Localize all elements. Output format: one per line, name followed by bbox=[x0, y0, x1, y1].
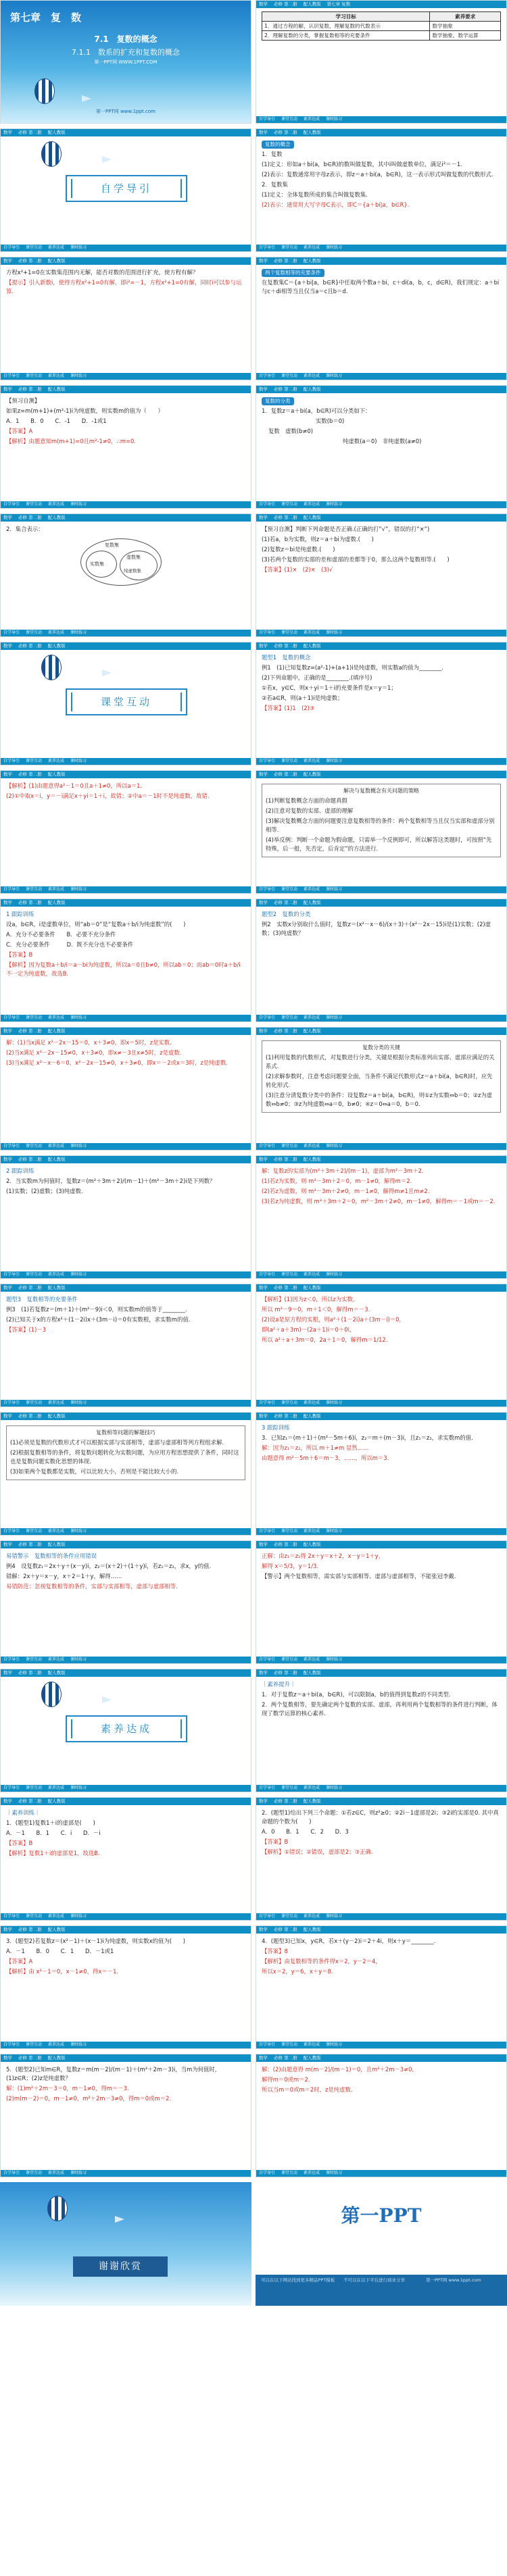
goal-cell: 1．通过方程的解，认识复数，理解复数的代数表示 bbox=[262, 22, 430, 31]
text-line: (2)注意对复数的实部、虚部的理解 bbox=[266, 807, 354, 814]
text-line: 【答案】8 bbox=[262, 1948, 288, 1954]
ad-col: 可以在以下网站找到更多精品PPT模板 bbox=[261, 2277, 335, 2283]
paper-plane-icon bbox=[115, 2216, 124, 2223]
text-line: 解：(1)m²＋2m－3＝0，m－1≠0，得m＝－3. bbox=[6, 2085, 129, 2092]
training-title: 1 跟踪训练 bbox=[6, 911, 34, 917]
ad-strip bbox=[256, 2275, 507, 2306]
text-line: 【解析】由 x²－1＝0，x－1≠0，得x＝－1. bbox=[6, 1968, 119, 1975]
literacy-title: ｜素养训练｜ bbox=[6, 1809, 41, 1816]
text-line: 2．两个复数相等，要先确定两个复数的实部、虚部，再利用两个复数相等的条件进行判断，体现了数学运算的核心素养. bbox=[262, 1701, 498, 1717]
goal-header: 学习目标 bbox=[262, 12, 430, 22]
text-line: 【答案】B bbox=[6, 1840, 33, 1846]
row-13 bbox=[0, 1540, 507, 1664]
text-line: 设a，b∈R，i是虚数单位，则“ab＝0”是“复数a＋b/i为纯虚数”的( ) bbox=[6, 921, 186, 928]
slide-correct: 数学 必修 第二册 配人教版 正解：由z₁＝z₂得 2x＋y＝x＋2，x－y＝1＋y， 解得 x＝5/3，y＝1/3. 【警示】两个复数相等，需实部与实部相等、虚部与虚部相等，不能张冠李戴. 自学导引 课堂互动 素养达成 课时练习 bbox=[256, 1540, 507, 1664]
text-line: ①若x，y∈C，则x＋yi＝1＋i的充要条件是x＝y＝1； bbox=[262, 684, 397, 691]
slide-exercise3: 数学 必修 第二册 配人教版 3．(题型2)若复数z＝(x²－1)＋(x－1)i为纯虚数，则实数x的值为( ) A．－1 B．0 C．1 D．－1或1 【答案】A 【解析】由 x²－1＝0，x－1≠0，得x＝－1. 自学导引 课堂互动 素养达成 课时练习 bbox=[0, 1925, 251, 2049]
text-line: (3)若z为纯虚数，则 m²＋3m＋2＝0，m²－3m＋2≠0，m－1≠0，解得m＝－1或m＝－2. bbox=[262, 1198, 496, 1205]
text-line: 由题意得 m²－5m＋6＝m－3，……，所以m＝3. bbox=[262, 1455, 389, 1461]
slide-exercise4: 数学 必修 第二册 配人教版 4．(题型3)已知x，y∈R，若x＋(y－2)i＝2＋4i，则x＋y＝________. 【答案】8 【解析】由复数相等的条件得x＝2，y－2＝4， 所以x＝2，y＝6，x＋y＝8. 自学导引 课堂互动 素养达成 课时练习 bbox=[256, 1925, 507, 2049]
row-9 bbox=[0, 1027, 507, 1151]
text-line: A．充分不必要条件 B．必要不充分条件 bbox=[6, 931, 116, 938]
knowledge-tag: 两个复数相等的充要条件 bbox=[262, 269, 324, 277]
text-line: 5．(题型2)已知m∈R，复数z＝m(m－2)/(m－1)＋(m²＋2m－3)i，当m为何值时，(1)z∈R；(2)z是纯虚数？ bbox=[6, 2066, 221, 2081]
text-line: 实数(b＝0) bbox=[316, 418, 345, 424]
slide-exercise1: 数学 必修 第二册 配人教版 ｜素养训练｜ 1．(题型1)复数1＋i的虚部是( ) A．－1 B．1 C．i D．－i 【答案】B 【解析】复数1＋i的虚部是1，故选B. 自学导引 课堂互动 素养达成 课时练习 bbox=[0, 1797, 251, 1921]
slide-warning: 数学 必修 第二册 配人教版 易错警示 复数相等的条件应用错误 例4 设复数z₁＝2x＋y＋(x－y)i，z₂＝(x＋2)＋(1＋y)i，若z₁＝z₂，求x，y的值. 错解：2x＋y＝x－y，x＋2＝1＋y，解得…… 易错防范：忽视复数相等的条件，实部与实部相等，虚部与虚部相等. 自学导引 课堂互动 素养达成 课时练习 bbox=[0, 1540, 251, 1664]
slide-training2: 数学 必修 第二册 配人教版 2 跟踪训练 2．当实数m为何值时，复数z＝(m²＋3m＋2)/(m－1)＋(m²－3m＋2)i是下列数？ (1)实数；(2)虚数；(3)纯虚数. 自学导引 课堂互动 素养达成 课时练习 bbox=[0, 1155, 251, 1279]
text-line: 3．(题型2)若复数z＝(x²－1)＋(x－1)i为纯虚数，则实数x的值为( ) bbox=[6, 1938, 186, 1944]
brand-text: 第一PPT网 www.1ppt.com bbox=[96, 109, 155, 114]
slide-analysis3: 数学 必修 第二册 配人教版 【解析】(1)因为z＜0，所以z为实数， 所以 m²－9＝0，m＋1＜0，解得m＝－3. (2)设a是原方程的实根，则a²＋(1－2i)a＋(3m－i)＝0， 即(a²＋a＋3m)－(2a＋1)i＝0＋0i， 所以 a²＋a＋3m＝0，2a＋1＝0，解得m＝1/12. 自学导引 课堂互动 素养达成 课时练习 bbox=[256, 1284, 507, 1407]
slide-exercise5b: 数学 必修 第二册 配人教版 解：(2)由题意得 m(m－2)/(m－1)＝0，且m²＋2m－3≠0， 解得m＝0或m＝2. 所以当m＝0或m＝2时，z是纯虚数. 自学导引 课堂互动 素养达成 课时练习 bbox=[256, 2054, 507, 2177]
text-line: (3)若两个复数的实部的差和虚部的差都等于0，那么这两个复数相等.( ) bbox=[262, 556, 450, 563]
text-line: (2)若z为虚数，则 m²－3m＋2≠0，m－1≠0，解得m≠1且m≠2. bbox=[262, 1188, 430, 1194]
row-16 bbox=[0, 1925, 507, 2049]
paper-plane-icon bbox=[102, 670, 112, 676]
text-line: 纯虚数(a＝0) 非纯虚数(a≠0) bbox=[343, 438, 422, 445]
thanks-text: 谢谢欣赏 bbox=[73, 2256, 168, 2277]
text-line: 方程x²+1=0在实数集范围内无解，能否对数的范围进行扩充，使方程有解？ bbox=[6, 269, 199, 276]
slide-key2: 数学 必修 第二册 配人教版 复数分类的关键 (1)利用复数的代数形式，对复数进行分类，关键是根据分类标准列出实部、虚部应满足的关系式. (2)求解参数时，注意考虑问题要全面，当条件不满足代数形式z＝a＋bi(a，b∈R)时，应先转化形式. (3)注意分清复数分类中的条件：设复数z＝a＋bi(a，b∈R)，则①z为实数⇔b＝0；②z为虚数⇔b≠0；③z为纯虚数⇔a＝0，b≠0；④z＝0⇔a＝0，b＝0. 自学导引 课堂互动 素养达成 课时练习 bbox=[256, 1027, 507, 1151]
text-line: 2．当实数m为何值时，复数z＝(m²＋3m＋2)/(m－1)＋(m²－3m＋2)i是下列数？ bbox=[6, 1178, 216, 1184]
text-line: (2)①中取x＝i，y＝－i满足x＋yi＝1＋i，故错；②中a＝－1时不是纯虚数，故错. bbox=[6, 792, 210, 799]
text-line: 【答案】B bbox=[262, 1838, 289, 1845]
text-line: A．－1 B．1 C．i D．－i bbox=[6, 1829, 101, 1836]
text-line: 【答案】A bbox=[6, 1958, 33, 1965]
slide-literacy-up: 数学 必修 第二册 配人教版 ｜素养提升｜ 1．对于复数z＝a＋bi(a，b∈R)，可以限制a，b的值得到复数z的不同类型. 2．两个复数相等，要先确定两个复数的实部、虚部，再利用两个复数相等的条件进行判断，体现了数学运算的核心素养. 自学导引 课堂互动 素养达成 课时练习 bbox=[256, 1669, 507, 1792]
set-label: 纯虚数集 bbox=[124, 568, 141, 574]
text-line: 在复数集C＝{a＋bi|a，b∈R}中任取两个数a＋bi，c＋di(a，b，c，d∈R)，我们规定：a＋bi与c＋di相等当且仅当a＝c且b＝d. bbox=[262, 279, 500, 295]
row-5 bbox=[0, 513, 507, 637]
text-line: (2)求解参数时，注意考虑问题要全面，当条件不满足代数形式z＝a＋bi(a，b∈R)时，应先转化形式. bbox=[266, 1073, 493, 1088]
text-line: 【解析】由题意知m(m+1)=0且m²-1≠0，∴m=0. bbox=[6, 438, 136, 445]
text-line: 1．对于复数z＝a＋bi(a，b∈R)，可以限制a，b的值得到复数z的不同类型. bbox=[262, 1691, 451, 1698]
row-10 bbox=[0, 1155, 507, 1279]
text-line: (3)如果两个复数都是实数，可以比较大小，否则是不能比较大小的. bbox=[10, 1468, 179, 1475]
slide-exercise5: 数学 必修 第二册 配人教版 5．(题型2)已知m∈R，复数z＝m(m－2)/(m－1)＋(m²＋2m－3)i，当m为何值时，(1)z∈R；(2)z是纯虚数？ 解：(1)m²＋2m－3＝0，m－1≠0，得m＝－3. (2)m(m－2)＝0，m－1≠0，m²＋2m－3≠0，得m＝0或m＝2. 自学导引 课堂互动 素养达成 课时练习 bbox=[0, 2054, 251, 2177]
text-line: 2．复数集 bbox=[262, 181, 288, 188]
training-title: 2 跟踪训练 bbox=[6, 1167, 34, 1174]
text-line: 例4 设复数z₁＝2x＋y＋(x－y)i，z₂＝(x＋2)＋(1＋y)i，若z₁＝z₂，求x，y的值. bbox=[6, 1563, 212, 1569]
warning-title: 易错警示 复数相等的条件应用错误 bbox=[6, 1552, 97, 1559]
row-18 bbox=[0, 2182, 507, 2306]
literacy-cell: 数学抽象、数学运算 bbox=[430, 31, 501, 41]
text-line: (1)若a，b为实数，则z＝a＋bi为虚数.( ) bbox=[262, 536, 374, 542]
box-title: 复数分类的关键 bbox=[362, 1044, 400, 1051]
box-title: 复数相等问题的解题技巧 bbox=[96, 1430, 155, 1436]
text-line: 如果z=m(m+1)+(m²-1)i为纯虚数，则实数m的值为（ ） bbox=[6, 407, 164, 414]
text-line: (1)必须是复数的代数形式才可以根据实部与实部相等，虚部与虚部相等列方程组求解. bbox=[10, 1439, 224, 1446]
text-line: 2．(题型1)给出下列三个命题：①若z∈C，则z²≥0；②2i－1虚部是2i；③2i的实部是0. 其中真命题的个数为( ) bbox=[262, 1809, 499, 1825]
text-line: (3)注意分清复数分类中的条件：设复数z＝a＋bi(a，b∈R)，则①z为实数⇔b＝0；②z为虚数⇔b≠0；③z为纯虚数⇔a＝0，b≠0；④z＝0⇔a＝0，b＝0. bbox=[266, 1092, 493, 1107]
slide-type1: 数学 必修 第二册 配人教版 题型1 复数的概念 例1 (1)已知复数z=(a²-1)+(a+1)i是纯虚数，则实数a的值为________. (2)下列命题中，正确的是________.(填序号) ①若x，y∈C，则x＋yi＝1＋i的充要条件是x＝y＝1； ②若a∈R，则(a＋1)i是纯虚数； 【答案】(1)1 (2)③ 自学导引 课堂互动 素养达成 课时练习 bbox=[256, 642, 507, 765]
paper-plane-icon bbox=[82, 95, 91, 102]
text-line: (4)举反例：判断一个命题为假命题，只需举一个反例即可，所以解答这类题时，可按照“先特殊，后一般，先否定，后肯定”的方法进行. bbox=[266, 836, 492, 852]
slide-preview-test: 数学 必修 第二册 配人教版 【预习自测】 如果z=m(m+1)+(m²-1)i为纯虚数，则实数m的值为（ ） A．1 B．0 C．-1 D．-1或1 【答案】A 【解析】由题意知m(m+1)=0且m²-1≠0，∴m=0. 自学导引 课堂互动 素养达成 课时练习 bbox=[0, 385, 251, 509]
slide-judge: 数学 必修 第二册 配人教版 【预习自测】判断下列命题是否正确.(正确的打“√”，错误的打“×”) (1)若a，b为实数，则z＝a＋bi为虚数.( ) (2)复数z＝bi是纯虚数.( ) (3)若两个复数的实部的差和虚部的差都等于0，那么这两个复数相等.( ) 【答案】(1)× (2)× (3)√ 自学导引 课堂互动 素养达成 课时练习 bbox=[256, 513, 507, 637]
text-line: A．－1 B．0 C．1 D．－1或1 bbox=[6, 1948, 114, 1954]
text-line: 【预习自测】判断下列命题是否正确.(正确的打“√”，错误的打“×”) bbox=[262, 526, 430, 532]
text-line: 解得 x＝5/3，y＝1/3. bbox=[262, 1563, 319, 1569]
row-15 bbox=[0, 1797, 507, 1921]
text-line: 【解析】由复数相等的条件得x＝2，y－2＝4， bbox=[262, 1958, 381, 1965]
text-line: 1．(题型1)复数1＋i的虚部是( ) bbox=[6, 1819, 95, 1826]
text-line: 解：(1)当x满足 x²－2x－15＝0，x＋3≠0，即x＝5时，z是实数. bbox=[6, 1039, 172, 1046]
text-line: 错解：2x＋y＝x－y，x＋2＝1＋y，解得…… bbox=[6, 1573, 122, 1580]
balloon-icon bbox=[47, 2196, 68, 2221]
balloon-icon bbox=[41, 655, 62, 680]
text-line: (2)表示：复数通常用字母z表示，即z＝a＋bi(a，b∈R)，这一表示形式叫做复数的代数形式. bbox=[262, 171, 493, 178]
slide-question: 数学 必修 第二册 配人教版 方程x²+1=0在实数集范围内无解，能否对数的范围进行扩充，使方程有解？ 【提示】引入新数i，使得方程x²+1=0有解，即i²=－1，方程x²+1=0有解，同时i可以参与运算. 自学导引 课堂互动 素养达成 课时练习 bbox=[0, 257, 251, 380]
slide-training3: 数学 必修 第二册 配人教版 3 跟踪训练 3．已知z₁＝(m＋1)＋(m²－5m＋6)i，z₂＝m＋(m－3)i，且z₁＝z₂，求实数m的值. 解：因为z₁＝z₂，所以 m＋1≠m 显然…… 由题意得 m²－5m＋6＝m－3，……，所以m＝3. 自学导引 课堂互动 素养达成 课时练习 bbox=[256, 1412, 507, 1536]
balloon-icon bbox=[34, 78, 55, 104]
literacy-header: 素养要求 bbox=[430, 12, 501, 22]
row-6 bbox=[0, 642, 507, 765]
text-line: 易错防范：忽视复数相等的条件，实部与实部相等，虚部与虚部相等. bbox=[6, 1583, 178, 1590]
text-line: (2)m(m－2)＝0，m－1≠0，m²＋2m－3≠0，得m＝0或m＝2. bbox=[6, 2095, 172, 2102]
text-line: (1)定义：全体复数所成的集合叫做复数集. bbox=[262, 191, 368, 198]
text-line: 所以 a²＋a＋3m＝0，2a＋1＝0，解得m＝1/12. bbox=[262, 1336, 388, 1343]
row-12 bbox=[0, 1412, 507, 1536]
row-4 bbox=[0, 385, 507, 509]
text-line: (1)定义：形如a＋bi(a，b∈R)的数叫做复数，其中i叫做虚数单位，满足i²＝－1. bbox=[262, 161, 462, 168]
text-line: 解：(2)由题意得 m(m－2)/(m－1)＝0，且m²＋2m－3≠0， bbox=[262, 2066, 418, 2073]
set-label: 实数集 bbox=[90, 561, 104, 567]
text-line: 【解析】因为复数a＋b/i＝a－bi为纯虚数，所以a＝0且b≠0，所以ab＝0；而ab＝0时a＋b/i不一定为纯虚数，故选B. bbox=[6, 961, 241, 977]
ad-col: 第一PPT网 www.1ppt.com bbox=[426, 2277, 481, 2283]
text-line: 所以 m²－9＝0，m＋1＜0，解得m＝－3. bbox=[262, 1306, 370, 1313]
slide-class-banner: 数学 必修 第二册 配人教版 课堂互动 自学导引 课堂互动 素养达成 课时练习 bbox=[0, 642, 251, 765]
bottom-bar: 自学导引 课堂互动 素养达成 课时练习 bbox=[256, 116, 506, 123]
set-label: 虚数集 bbox=[126, 555, 141, 560]
slide-set-diagram: 数学 必修 第二册 配人教版 2．集合表示： 复数集 实数集 虚数集 纯虚数集 自学导引 课堂互动 素养达成 课时练习 bbox=[0, 513, 251, 637]
row-3 bbox=[0, 257, 507, 380]
paper-plane-icon bbox=[102, 156, 112, 163]
slide-exercise2: 数学 必修 第二册 配人教版 2．(题型1)给出下列三个命题：①若z∈C，则z²≥0；②2i－1虚部是2i；③2i的实部是0. 其中真命题的个数为( ) A．0 B．1 C．2 D．3 【答案】B 【解析】①错误；②错误，虚部是2；③正确. 自学导引 课堂互动 素养达成 课时练习 bbox=[256, 1797, 507, 1921]
knowledge-tag: 复数的概念 bbox=[262, 141, 294, 149]
training-title: 3 跟踪训练 bbox=[262, 1424, 290, 1431]
row-8 bbox=[0, 899, 507, 1022]
knowledge-tag: 复数的分类 bbox=[262, 397, 294, 405]
slide-technique3: 数学 必修 第二册 配人教版 复数相等问题的解题技巧 (1)必须是复数的代数形式才可以根据实部与实部相等，虚部与虚部相等列方程组求解. (2)根据复数相等的条件，将复数问题转化为实数问题，为应用方程思想提供了条件，同时这也是复数问题实数化思想的体现. (3)如果两个复数都是实数，可以比较大小，否则是不能比较大小的. 自学导引 课堂互动 素养达成 课时练习 bbox=[0, 1412, 251, 1536]
text-line: (1)利用复数的代数形式，对复数进行分类，关键是根据分类标准列出实部、虚部应满足的关系式. bbox=[266, 1054, 495, 1069]
text-line: (2)设a是原方程的实根，则a²＋(1－2i)a＋(3m－i)＝0， bbox=[262, 1316, 405, 1323]
text-line: (2)下列命题中，正确的是________.(填序号) bbox=[262, 674, 372, 681]
balloon-icon bbox=[41, 1682, 62, 1707]
text-line: (2)复数z＝bi是纯虚数.( ) bbox=[262, 546, 335, 553]
text-line: ②若a∈R，则(a＋1)i是纯虚数； bbox=[262, 694, 343, 701]
text-line: 【预习自测】 bbox=[6, 397, 41, 404]
method-box bbox=[262, 1040, 501, 1113]
text-line: 例3 (1)若复数z＝(m＋1)＋(m²－9)i＜0，则实数m的值等于________. bbox=[6, 1306, 187, 1313]
chapter-title: 第七章 复 数 bbox=[10, 11, 82, 24]
text-line: 1．复数 bbox=[262, 151, 283, 157]
slide-training1: 数学 必修 第二册 配人教版 1 跟踪训练 设a，b∈R，i是虚数单位，则“ab＝0”是“复数a＋b/i为纯虚数”的( ) A．充分不必要条件 B．必要不充分条件 C．充分必要条件 D．既不充分也不必要条件 【答案】B 【解析】因为复数a＋b/i＝a－bi为纯虚数，所以a＝0且b≠0，所以ab＝0；而ab＝0时a＋b/i不一定为纯虚数，故选B. 自学导引 课堂互动 素养达成 课时练习 bbox=[0, 899, 251, 1022]
text-line: (2)已知关于x的方程x²＋(1－2i)x＋(3m－i)＝0有实数根，求实数m的值. bbox=[6, 1316, 191, 1323]
slide-equality: 数学 必修 第二册 配人教版 两个复数相等的充要条件 在复数集C＝{a＋bi|a，b∈R}中任取两个数a＋bi，c＋di(a，b，c，d∈R)，我们规定：a＋bi与c＋di相等当且仅当a＝c且b＝d. 自学导引 课堂互动 素养达成 课时练习 bbox=[256, 257, 507, 380]
section-banner: 自学导引 bbox=[66, 175, 187, 202]
subsection-title: 7.1.1 数系的扩充和复数的概念 bbox=[72, 48, 180, 57]
question-type-title: 题型1 复数的概念 bbox=[262, 654, 311, 661]
ad-col: 不可以在以下平台进行商业分享 bbox=[343, 2277, 405, 2283]
slide-classification: 数学 必修 第二册 配人教版 复数的分类 1．复数z＝a＋bi(a，b∈R)可以分类如下： 实数(b＝0) 复数 虚数(b≠0) 纯虚数(a＝0) 非纯虚数(a≠0) 自学导引 课堂互动 素养达成 课时练习 bbox=[256, 385, 507, 509]
text-line: C．充分必要条件 D．既不充分也不必要条件 bbox=[6, 941, 134, 948]
row-14 bbox=[0, 1669, 507, 1792]
goal-table bbox=[262, 11, 501, 41]
row-2 bbox=[0, 128, 507, 252]
text-line: (2)根据复数相等的条件，将复数问题转化为实数问题，为应用方程思想提供了条件，同时这也是复数问题实数化思想的体现. bbox=[10, 1449, 239, 1465]
text-line: (1)判断复数概念方面的命题真假 bbox=[266, 797, 347, 804]
literacy-title: ｜素养提升｜ bbox=[262, 1681, 296, 1688]
text-line: 例1 (1)已知复数z=(a²-1)+(a+1)i是纯虚数，则实数a的值为________. bbox=[262, 664, 444, 671]
goal-cell: 2．理解复数的分类，掌握复数相等的充要条件 bbox=[262, 31, 430, 41]
slide-goals bbox=[256, 0, 507, 124]
slide-self-study-banner: 数学 必修 第二册 配人教版 自学导引 自学导引 课堂互动 素养达成 课时练习 bbox=[0, 128, 251, 252]
row-19 bbox=[0, 2310, 507, 2576]
slide-concept: 数学 必修 第二册 配人教版 复数的概念 1．复数 (1)定义：形如a＋bi(a，b∈R)的数叫做复数，其中i叫做虚数单位，满足i²＝－1. (2)表示：复数通常用字母z表示，即z＝a＋bi(a，b∈R)，这一表示形式叫做复数的代数形式. 2．复数集 (1)定义：全体复数所成的集合叫做复数集. (2)表示：通常用大写字母C表示，即C＝{a＋bi|a，b∈R}. 自学导引 课堂互动 素养达成 课时练习 bbox=[256, 128, 507, 252]
text-line: (1)若z为实数，则 m²－3m＋2＝0，m－1≠0，解得m＝2. bbox=[262, 1178, 412, 1184]
slide-type3: 数学 必修 第二册 配人教版 题型3 复数相等的充要条件 例3 (1)若复数z＝(m＋1)＋(m²－9)i＜0，则实数m的值等于________. (2)已知关于x的方程x²＋(1－2i)x＋(3m－i)＝0有实数根，求实数m的值. 【答案】(1)－3 自学导引 课堂互动 素养达成 课时练习 bbox=[0, 1284, 251, 1407]
method-box bbox=[262, 784, 501, 857]
brand-logo: 第一PPT bbox=[341, 2204, 422, 2227]
text-line: 解得m＝0或m＝2. bbox=[262, 2076, 310, 2083]
text-line: A．1 B．0 C．-1 D．-1或1 bbox=[6, 418, 107, 424]
slide-literacy-banner: 数学 必修 第二册 配人教版 素养达成 自学导引 课堂互动 素养达成 课时练习 bbox=[0, 1669, 251, 1792]
text-line: 【解析】(1)因为z＜0，所以z为实数， bbox=[262, 1296, 359, 1303]
text-line: 【答案】(1)× (2)× (3)√ bbox=[262, 566, 333, 573]
site-url: 第一PPT网 WWW.1PPT.COM bbox=[94, 59, 158, 65]
text-line: 3．已知z₁＝(m＋1)＋(m²－5m＋6)i，z₂＝m＋(m－3)i，且z₁＝z₂，求实数m的值. bbox=[262, 1434, 473, 1441]
set-label: 复数集 bbox=[105, 542, 119, 548]
text-line: 【解析】①错误；②错误，虚部是2；③正确. bbox=[262, 1848, 373, 1855]
text-line: 【提示】引入新数i，使得方程x²+1=0有解，即i²=－1，方程x²+1=0有解，同时i可以参与运算. bbox=[6, 279, 242, 295]
text-line: 所以x＝2，y＝6，x＋y＝8. bbox=[262, 1968, 333, 1975]
question-type-title: 题型3 复数相等的充要条件 bbox=[6, 1296, 78, 1303]
text-line: 解：复数z的实部为(m²＋3m＋2)/(m－1)，虚部为m²－3m＋2. bbox=[262, 1167, 424, 1174]
text-line: 复数 虚数(b≠0) bbox=[268, 428, 314, 434]
text-line: 正解：由z₁＝z₂得 2x＋y＝x＋2，x－y＝1＋y， bbox=[262, 1552, 385, 1559]
paper-plane-icon bbox=[102, 1696, 112, 1703]
text-line: A．0 B．1 C．2 D．3 bbox=[262, 1828, 349, 1835]
balloon-icon bbox=[41, 141, 62, 167]
slide-strategy1: 数学 必修 第二册 配人教版 解决与复数概念有关问题的策略 (1)判断复数概念方面的命题真假 (2)注意对复数的实部、虚部的理解 (3)解决复数概念方面的问题要注意复数相等的条件：两个复数相等当且仅当实部和虚部分别相等. (4)举反例：判断一个命题为假命题，只需举一个反例即可，所以解答这类题时，可按照“先特殊，后一般，先否定，后肯定”的方法进行. 自学导引 课堂互动 素养达成 课时练习 bbox=[256, 770, 507, 894]
text-line: (3)当x满足 x²－x－6＝0，x²－2x－15≠0，x＋3≠0，即x＝－2或x＝3时，z是纯虚数. bbox=[6, 1059, 228, 1066]
row-1 bbox=[0, 0, 507, 124]
top-bar: 数学 必修 第二册 配人教版 第七章 复数 bbox=[256, 1, 506, 8]
literacy-cell: 数学抽象 bbox=[430, 22, 501, 31]
text-line: 【警示】两个复数相等，需实部与实部相等、虚部与虚部相等，不能张冠李戴. bbox=[262, 1573, 456, 1580]
text-line: 4．(题型3)已知x，y∈R，若x＋(y－2)i＝2＋4i，则x＋y＝________. bbox=[262, 1938, 436, 1944]
text-line: 【答案】(1)1 (2)③ bbox=[262, 705, 315, 711]
row-17 bbox=[0, 2054, 507, 2177]
section-title: 7.1 复数的概念 bbox=[94, 34, 158, 44]
slide-analysis1: 数学 必修 第二册 配人教版 【解析】(1)由题意得a²－1＝0且a＋1≠0，所以a＝1. (2)①中取x＝i，y＝－i满足x＋yi＝1＋i，故错；②中a＝－1时不是纯虚数，故错. 自学导引 课堂互动 素养达成 课时练习 bbox=[0, 770, 251, 894]
text-line: 【答案】A bbox=[6, 428, 33, 434]
text-line: 【答案】(1)－3 bbox=[6, 1326, 47, 1333]
text-line: 【解析】(1)由题意得a²－1＝0且a＋1≠0，所以a＝1. bbox=[6, 782, 142, 789]
text-line: (2)表示：通常用大写字母C表示，即C＝{a＋bi|a，b∈R}. bbox=[262, 201, 410, 208]
text-line: 例2 实数x分别取什么值时，复数z＝(x²－x－6)/(x＋3)＋(x²－2x－15)i是(1)实数；(2)虚数；(3)纯虚数？ bbox=[262, 921, 491, 936]
text-line: (1)实数；(2)虚数；(3)纯虚数. bbox=[6, 1188, 83, 1194]
row-7 bbox=[0, 770, 507, 894]
text-line: 【解析】复数1＋i的虚部是1，故选B. bbox=[6, 1850, 100, 1857]
slide-ad bbox=[256, 2182, 507, 2306]
section-banner: 课堂互动 bbox=[66, 688, 187, 715]
section-banner: 素养达成 bbox=[66, 1715, 187, 1742]
text-line: (2)当x满足 x²－2x－15≠0，x＋3≠0，即x≠－3且x≠5时，z是虚数. bbox=[6, 1049, 182, 1056]
method-box bbox=[6, 1425, 245, 1480]
text-line: 2．集合表示： bbox=[6, 526, 44, 532]
question-type-title: 题型2 复数的分类 bbox=[262, 911, 311, 917]
slide-solution2: 数学 必修 第二册 配人教版 解：(1)当x满足 x²－2x－15＝0，x＋3≠0，即x＝5时，z是实数. (2)当x满足 x²－2x－15≠0，x＋3≠0，即x≠－3且x≠5时，z是虚数. (3)当x满足 x²－x－6＝0，x²－2x－15≠0，x＋3≠0，即x＝－2或x＝3时，z是纯虚数. 自学导引 课堂互动 素养达成 课时练习 bbox=[0, 1027, 251, 1151]
slide-cover bbox=[0, 0, 251, 124]
text-line: 即(a²＋a＋3m)－(2a＋1)i＝0＋0i， bbox=[262, 1326, 356, 1333]
slide-solution-t2: 数学 必修 第二册 配人教版 解：复数z的实部为(m²＋3m＋2)/(m－1)，虚部为m²－3m＋2. (1)若z为实数，则 m²－3m＋2＝0，m－1≠0，解得m＝2. (2)若z为虚数，则 m²－3m＋2≠0，m－1≠0，解得m≠1且m≠2. (3)若z为纯虚数，则 m²＋3m＋2＝0，m²－3m＋2≠0，m－1≠0，解得m＝－1或m＝－2. 自学导引 课堂互动 素养达成 课时练习 bbox=[256, 1155, 507, 1279]
text-line: (3)解决复数概念方面的问题要注意复数相等的条件：两个复数相等当且仅当实部和虚部分别相等. bbox=[266, 817, 495, 833]
slide-thanks bbox=[0, 2182, 251, 2306]
slide-type2: 数学 必修 第二册 配人教版 题型2 复数的分类 例2 实数x分别取什么值时，复数z＝(x²－x－6)/(x＋3)＋(x²－2x－15)i是(1)实数；(2)虚数；(3)纯虚数？ 自学导引 课堂互动 素养达成 课时练习 bbox=[256, 899, 507, 1022]
text-line: 【答案】B bbox=[6, 951, 33, 958]
text-line: 解：因为z₁＝z₂，所以 m＋1≠m 显然…… bbox=[262, 1444, 369, 1451]
box-title: 解决与复数概念有关问题的策略 bbox=[343, 788, 419, 794]
text-line: 所以当m＝0或m＝2时，z是纯虚数. bbox=[262, 2086, 353, 2093]
text-line: 1．复数z＝a＋bi(a，b∈R)可以分类如下： bbox=[262, 407, 371, 414]
row-11 bbox=[0, 1284, 507, 1407]
